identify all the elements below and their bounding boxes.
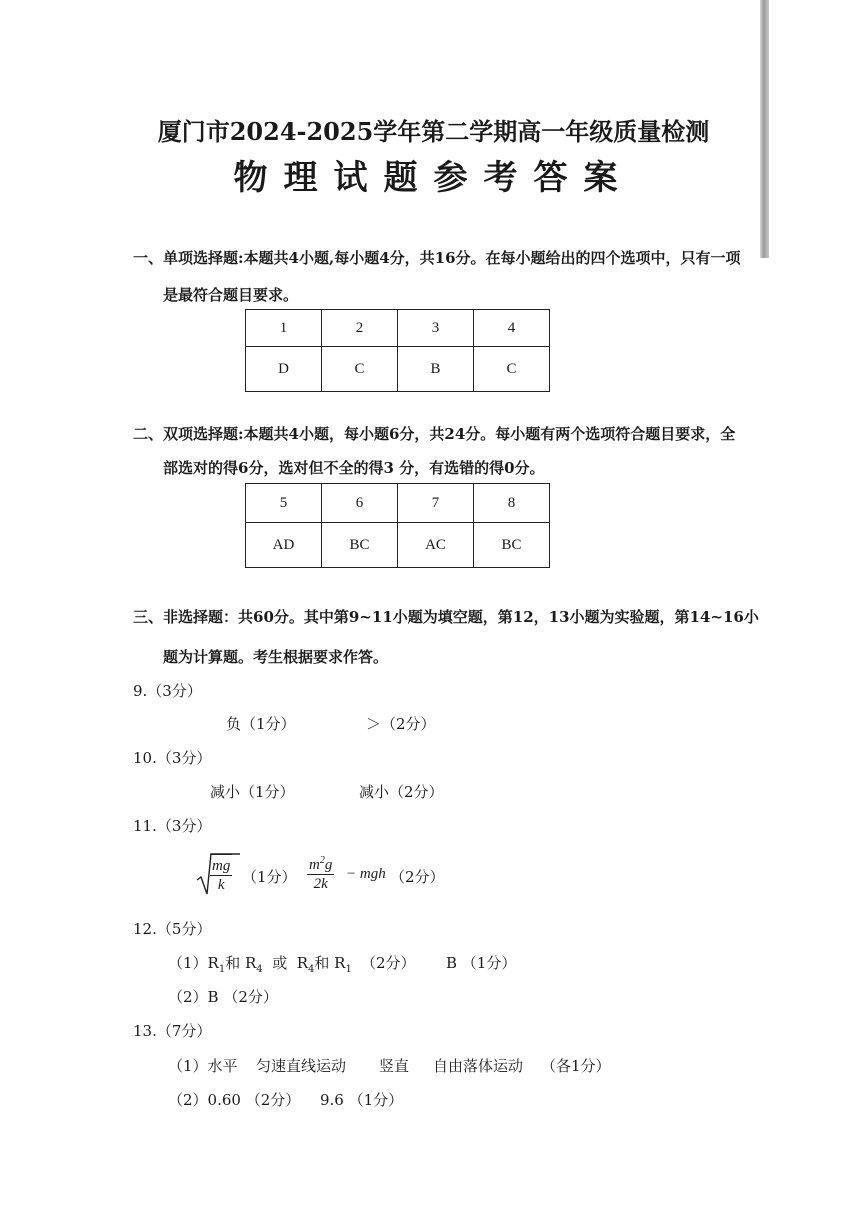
q11-score1: （1分） xyxy=(242,868,297,886)
table-cell: 3 xyxy=(398,310,474,347)
fraction-numerator-m: m xyxy=(309,857,320,873)
fraction-denominator: k xyxy=(217,877,225,893)
q12-heading: 12.（5分） xyxy=(133,920,212,938)
q12-part2-answer: （2）B （2分） xyxy=(168,988,278,1006)
q11-sqrt-fraction xyxy=(210,854,232,894)
fraction-denominator: 2k xyxy=(313,876,328,892)
answer-key-title: 物理试题参考答案 xyxy=(233,158,634,198)
table-cell: C xyxy=(322,347,398,392)
table-cell: 7 xyxy=(398,484,474,523)
fraction-numerator: mg xyxy=(212,858,231,874)
q10-heading: 10.（3分） xyxy=(133,749,212,767)
q9-answer2: ＞（2分） xyxy=(366,715,436,733)
q13-part2-item: 9.6 （1分） xyxy=(320,1091,404,1109)
table-cell: 5 xyxy=(246,484,322,523)
exam-title: 厦门市2024-2025学年第二学期高一年级质量检测 xyxy=(157,117,710,146)
table-cell: D xyxy=(246,347,322,392)
section1-instructions-line1: 一、单项选择题:本题共4小题,每小题4分，共16分。在每小题给出的四个选项中，只有一项 xyxy=(133,249,741,267)
question-number-row xyxy=(246,484,550,523)
table-cell: BC xyxy=(322,523,398,568)
table-cell: AC xyxy=(398,523,474,568)
q13-part1-item: 竖直 xyxy=(379,1057,410,1075)
q12-part1-answer2: B （1分） xyxy=(446,954,517,972)
table-cell: 2 xyxy=(322,310,398,347)
table-cell: 1 xyxy=(246,310,322,347)
table-cell: AD xyxy=(246,523,322,568)
q11-score2: （2分） xyxy=(390,868,445,886)
answer-row xyxy=(246,523,550,568)
table-cell: BC xyxy=(474,523,550,568)
q11-minus-term: − mgh xyxy=(346,866,386,882)
q9-answer1: 负（1分） xyxy=(226,715,296,733)
q13-part2-item: （2）0.60 （2分） xyxy=(168,1091,301,1109)
table-cell: B xyxy=(398,347,474,392)
q10-answer2: 减小（2分） xyxy=(359,783,444,801)
q13-heading: 13.（7分） xyxy=(133,1022,212,1040)
section3-instructions-line2: 题为计算题。考生根据要求作答。 xyxy=(163,648,389,666)
section2-instructions-line2: 部选对的得6分，选对但不全的得3 分，有选错的得0分。 xyxy=(163,459,545,477)
q9-heading: 9.（3分） xyxy=(133,682,202,700)
question-number-row xyxy=(246,310,550,347)
table-cell: C xyxy=(474,347,550,392)
q11-heading: 11.（3分） xyxy=(133,817,212,835)
q13-part1-item: （各1分） xyxy=(541,1057,611,1075)
q13-part1-item: 自由落体运动 xyxy=(433,1057,524,1075)
section2-answer-table xyxy=(245,483,550,568)
answer-row xyxy=(246,347,550,392)
fraction-exponent: 2 xyxy=(319,855,325,866)
table-cell: 6 xyxy=(322,484,398,523)
section2-instructions-line1: 二、双项选择题:本题共4小题，每小题6分，共24分。每小题有两个选项符合题目要求，全 xyxy=(133,425,736,443)
table-cell: 8 xyxy=(474,484,550,523)
q10-answer1: 减小（1分） xyxy=(210,783,295,801)
q13-part1-item: 匀速直线运动 xyxy=(256,1057,347,1075)
table-cell: 4 xyxy=(474,310,550,347)
q12-part1-answer: $(1)R_1$和 $R_4$ 或 $R_4$和 $R_1$ xyxy=(168,954,352,975)
q12-part1-score: （2分） xyxy=(361,954,416,972)
section3-instructions-line1: 三、非选择题：共60分。其中第9~11小题为填空题，第12，13小题为实验题，第14~16小 xyxy=(133,608,759,626)
section1-answer-table xyxy=(245,309,550,392)
q13-part1-item: （1）水平 xyxy=(168,1057,238,1075)
q11-fraction-expression xyxy=(307,852,334,893)
fraction-numerator-g: g xyxy=(324,857,333,873)
section1-instructions-line2: 是最符合题目要求。 xyxy=(163,286,299,304)
